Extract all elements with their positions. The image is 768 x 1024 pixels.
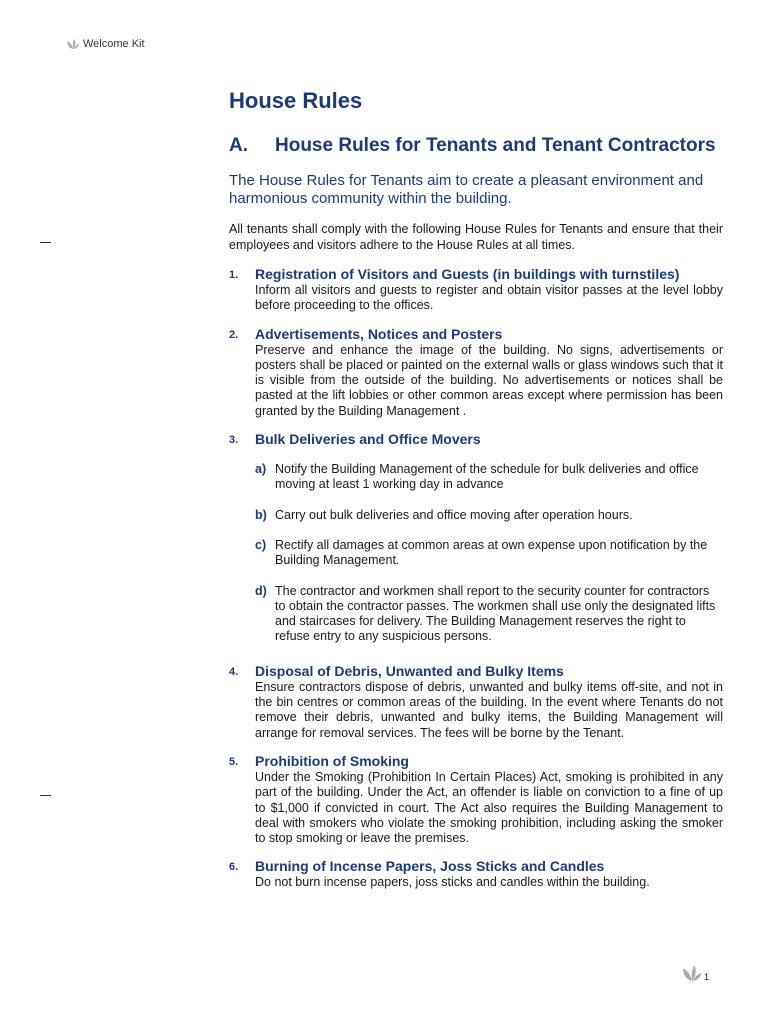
rule-item	[229, 858, 723, 890]
rule-text: Do not burn incense papers, joss sticks and candles within the building.	[255, 875, 650, 890]
rule-title: Burning of Incense Papers, Joss Sticks and Candles	[255, 858, 605, 875]
page-number: 1	[704, 972, 710, 982]
rule-title: Advertisements, Notices and Posters	[255, 325, 503, 342]
rule-title: Bulk Deliveries and Office Movers	[255, 431, 481, 448]
section-title: House Rules for Tenants and Tenant Contractors	[275, 135, 716, 156]
leaf-logo-icon	[66, 38, 80, 50]
rule-title: Registration of Visitors and Guests (in buildings with turnstiles)	[255, 266, 680, 282]
page-title: House Rules	[229, 88, 363, 113]
rule-text: Ensure contractors dispose of debris, unwanted and bulky items off-site, and not in the bin centres or common areas of the building. In the event where Tenants do not remove their debris, unwanted and bulky items, the Building Management will arrange for removal services. The fees will be borne by the Tenant.	[255, 679, 723, 740]
subitem-letter: c)	[255, 537, 267, 552]
rule-item	[229, 663, 723, 741]
rule-title: Prohibition of Smoking	[255, 752, 409, 769]
header-label: Welcome Kit	[83, 38, 145, 50]
rule-number: 6.	[229, 861, 239, 874]
compliance-paragraph: All tenants shall comply with the following House Rules for Tenants and ensure that their employees and visitors adhere to the House Rules at all times.	[229, 222, 723, 252]
subitem-list	[255, 462, 723, 645]
rule-text: Under the Smoking (Prohibition In Certain Places) Act, smoking is prohibited in any part of the building. Under the Act, an offender is liable on conviction to a fine of up to $1,000 if convicted in court. The Act also requires the Building Management to deal with smokers who violate the smoking prohibition, including asking the smoker to stop smoking or leave the premises.	[255, 769, 723, 846]
page-footer	[681, 962, 709, 989]
subitem-text: Notify the Building Management of the schedule for bulk deliveries and office moving at least 1 working day in advance	[275, 462, 699, 492]
subitem	[255, 508, 723, 523]
subitem-text: Rectify all damages at common areas at own expense upon notification by the Building Management.	[275, 537, 708, 568]
subitem-letter: b)	[255, 507, 267, 522]
rule-title: Disposal of Debris, Unwanted and Bulky Items	[255, 662, 564, 679]
subitem	[255, 584, 723, 645]
rule-number: 4.	[229, 665, 239, 678]
subitem	[255, 462, 723, 493]
subitem-letter: a)	[255, 462, 267, 477]
rule-item	[229, 266, 723, 314]
rule-item	[229, 326, 723, 419]
document-body	[229, 86, 723, 903]
rule-text: Inform all visitors and guests to register and obtain visitor passes at the level lobby before proceeding to the offices.	[255, 283, 723, 313]
rule-number: 1.	[229, 269, 239, 281]
subitem	[255, 538, 723, 569]
rule-text: Preserve and enhance the image of the building. No signs, advertisements or posters shall be placed or painted on the external walls or glass windows such that it is visible from the outside of the building. No advertisements or notices shall be pasted at the lift lobbies or other common areas except where permission has been granted by the Building Management .	[255, 342, 723, 418]
margin-mark	[40, 242, 51, 243]
rules-list	[229, 266, 723, 891]
page-header	[66, 38, 145, 50]
rule-number: 5.	[229, 755, 239, 768]
subitem-text: The contractor and workmen shall report to the security counter for contractors to obtain the contractor passes. The workmen shall use only the designated lifts and staircases for delivery. The Building Management reserves the right to refuse entry to any suspicious persons.	[275, 583, 716, 644]
rule-number: 3.	[229, 434, 239, 447]
section-letter: A.	[229, 135, 248, 156]
intro-text: The House Rules for Tenants aim to create a pleasant environment and harmonious community within the building.	[229, 172, 704, 207]
rule-item	[229, 431, 723, 651]
subitem-letter: d)	[255, 583, 267, 598]
rule-item	[229, 753, 723, 846]
rule-number: 2.	[229, 328, 239, 341]
subitem-text: Carry out bulk deliveries and office moving after operation hours.	[275, 507, 633, 522]
margin-mark	[40, 795, 51, 796]
leaf-logo-icon	[681, 962, 703, 989]
section-heading	[229, 134, 723, 157]
